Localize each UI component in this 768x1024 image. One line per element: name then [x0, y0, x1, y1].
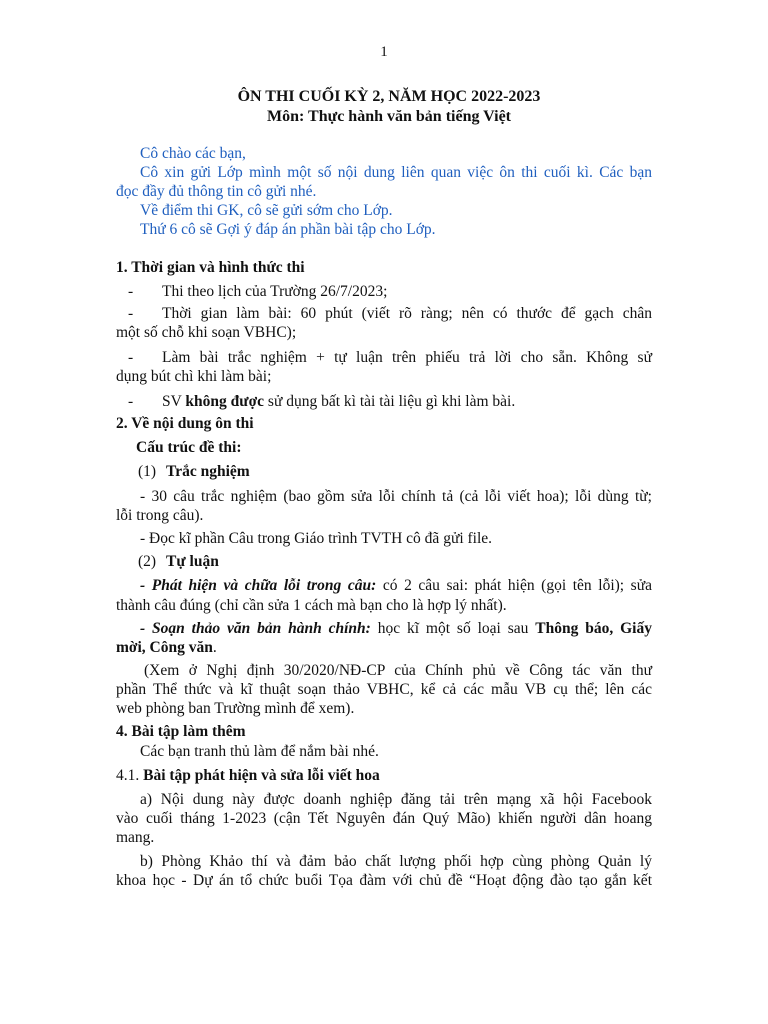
- bullet-text: SV không được sử dụng bất kì tài tài liệu gì khi làm bài.: [162, 393, 516, 410]
- greeting-line: đọc đầy đủ thông tin cô gửi nhé.: [116, 183, 317, 200]
- section-heading: 1. Thời gian và hình thức thi: [116, 259, 305, 276]
- section-heading: 4. Bài tập làm thêm: [116, 723, 246, 740]
- greeting-line: Về điểm thi GK, cô sẽ gửi sớm cho Lớp.: [140, 202, 393, 219]
- bullet-dash: -: [128, 305, 134, 322]
- subsection-heading: 4.1. Bài tập phát hiện và sửa lỗi viết hoa: [116, 767, 380, 784]
- paragraph-line: b) Phòng Khảo thí và đảm bảo chất lượng phối hợp cùng phòng Quản lý: [140, 853, 652, 870]
- paragraph-line: mang.: [116, 829, 155, 846]
- paragraph-line: - Phát hiện và chữa lỗi trong câu: có 2 câu sai: phát hiện (gọi tên lỗi); sửa: [140, 577, 652, 594]
- page-number: 1: [380, 44, 388, 60]
- document-subtitle: Môn: Thực hành văn bản tiếng Việt: [266, 108, 512, 125]
- bullet-text: một số chỗ khi soạn VBHC);: [116, 324, 297, 341]
- paragraph-line: lỗi trong câu).: [116, 507, 204, 524]
- section-heading: 2. Về nội dung ôn thi: [116, 415, 254, 432]
- bullet-dash: -: [128, 349, 134, 366]
- greeting-line: Thứ 6 cô sẽ Gợi ý đáp án phần bài tập cho Lớp.: [140, 221, 436, 238]
- paragraph-line: Các bạn tranh thủ làm để nắm bài nhé.: [140, 743, 379, 760]
- structure-label: Cấu trúc đề thi:: [136, 439, 242, 456]
- paragraph-line: phần Thể thức và kĩ thuật soạn thảo VBHC, kể cả các mẫu VB cụ thể; lên các: [116, 681, 652, 698]
- paragraph-line: vào cuối tháng 1-2023 (cận Tết Nguyên đán Quý Mão) khiến người dân hoang: [116, 810, 652, 827]
- paragraph-line: khoa học - Dự án tổ chức buổi Tọa đàm với chủ đề “Hoạt động đào tạo gắn kết: [116, 872, 652, 889]
- bullet-text: dụng bút chì khi làm bài;: [116, 368, 272, 385]
- paragraph-line: mời, Công văn.: [116, 639, 217, 656]
- paragraph-line: (Xem ở Nghị định 30/2020/NĐ-CP của Chính phủ về Công tác văn thư: [144, 662, 652, 679]
- bullet-text: Làm bài trắc nghiệm + tự luận trên phiếu trả lời cho sẵn. Không sử: [162, 349, 652, 366]
- paragraph-line: web phòng ban Trường mình để xem).: [116, 700, 355, 717]
- part-title: Tự luận: [166, 553, 219, 570]
- part-number: (1): [138, 463, 157, 480]
- bullet-text: Thi theo lịch của Trường 26/7/2023;: [162, 283, 388, 300]
- paragraph-line: - 30 câu trắc nghiệm (bao gồm sửa lỗi chính tả (cả lỗi viết hoa); lỗi dùng từ;: [140, 488, 652, 505]
- paragraph-line: - Đọc kĩ phần Câu trong Giáo trình TVTH cô đã gửi file.: [140, 530, 493, 547]
- paragraph-line: - Soạn thảo văn bản hành chính: học kĩ một số loại sau Thông báo, Giấy: [140, 620, 652, 637]
- bullet-text: Thời gian làm bài: 60 phút (viết rõ ràng; nên có thước để gạch chân: [162, 305, 652, 322]
- part-title: Trắc nghiệm: [166, 463, 250, 480]
- part-number: (2): [138, 553, 157, 570]
- bullet-dash: -: [128, 283, 134, 300]
- greeting-line: Cô chào các bạn,: [140, 145, 246, 162]
- document-title: ÔN THI CUỐI KỲ 2, NĂM HỌC 2022-2023: [237, 88, 541, 105]
- bullet-dash: -: [128, 393, 134, 410]
- paragraph-line: a) Nội dung này được doanh nghiệp đăng tải trên mạng xã hội Facebook: [140, 791, 652, 808]
- greeting-line: Cô xin gửi Lớp mình một số nội dung liên quan việc ôn thi cuối kì. Các bạn: [140, 164, 652, 181]
- paragraph-line: thành câu đúng (chỉ cần sửa 1 cách mà bạn cho là hợp lý nhất).: [116, 597, 507, 614]
